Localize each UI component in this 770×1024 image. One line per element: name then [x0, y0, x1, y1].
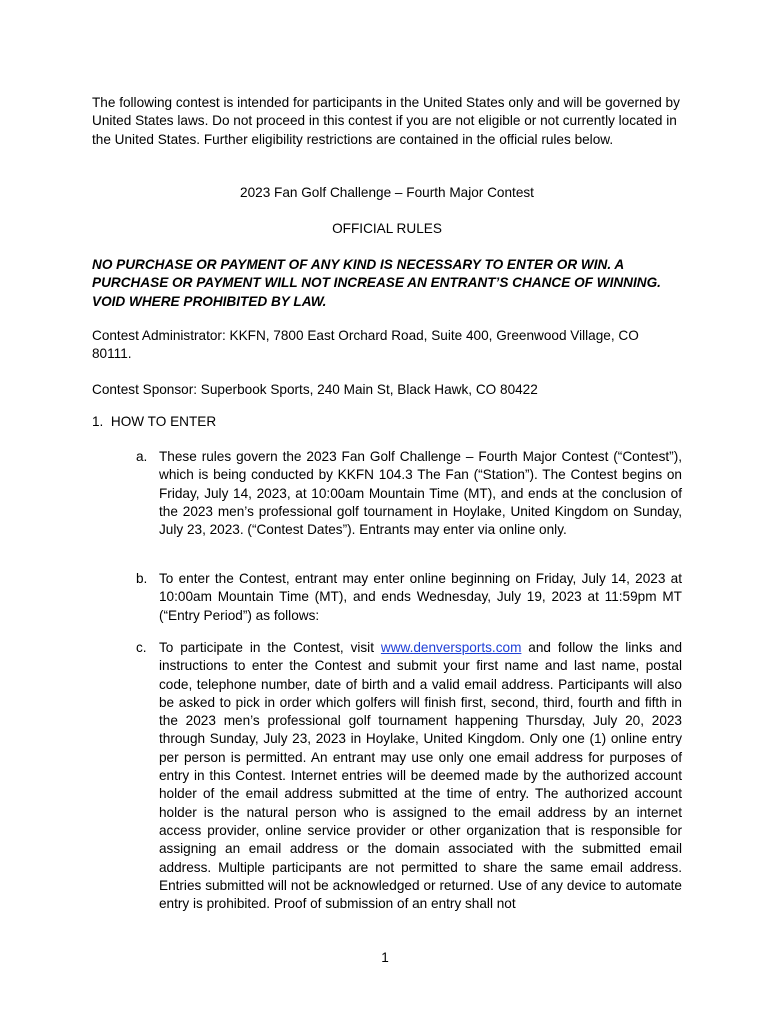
list-item-text: To enter the Contest, entrant may enter online beginning on Friday, July 14, 2023 at 10:00am Mountain Time (MT), and ends Wednesday, July 19, 2023 at 11:59pm MT (“Entry Period”) as follows:: [159, 571, 682, 623]
contest-title: 2023 Fan Golf Challenge – Fourth Major Contest: [240, 185, 534, 200]
list-item-letter: c.: [136, 640, 147, 655]
contest-sponsor: Contest Sponsor: Superbook Sports, 240 Main St, Black Hawk, CO 80422: [92, 382, 538, 397]
list-item-text: [159, 639, 682, 913]
list-item-b: [136, 570, 682, 625]
text-before-link: To participate in the Contest, visit: [159, 640, 381, 655]
list-item-a: [136, 448, 682, 539]
disclaimer: NO PURCHASE OR PAYMENT OF ANY KIND IS NECESSARY TO ENTER OR WIN. A PURCHASE OR PAYMENT WILL NOT INCREASE AN ENTRANT’S CHANCE OF WINNING. VOID WHERE PROHIBITED BY LAW.: [92, 257, 661, 309]
denversports-link[interactable]: www.denversports.com: [380, 640, 522, 655]
page-number: 1: [381, 950, 389, 965]
text-after-link: and follow the links and instructions to enter the Contest and submit your first name and last name, postal code, telephone number, date of birth and a valid email address. Participants will also be asked to pick in order which golfers will finish first, second, third, fourth and fifth in the 2023 men’s professional golf tournament happening Thursday, July 20, 2023 through Sunday, July 23, 2023 in Hoylake, United Kingdom. Only one (1) online entry per person is permitted. An entrant may use only one email address for purposes of entry in this Contest. Internet entries will be deemed made by the authorized account holder of the email address submitted at the time of entry. The authorized account holder is the natural person who is assigned to the email address by an internet access provider, online service provider or other organization that is responsible for assigning an email address or the domain associated with the submitted email address. Multiple participants are not permitted to share the same email address. Entries submitted will not be acknowledged or returned. Use of any device to automate entry is prohibited. Proof of submission of an entry shall not: [159, 640, 683, 912]
official-rules-heading: OFFICIAL RULES: [332, 221, 442, 236]
list-item-letter: a.: [136, 449, 148, 464]
contest-administrator: Contest Administrator: KKFN, 7800 East Orchard Road, Suite 400, Greenwood Village, CO 80111.: [92, 328, 639, 362]
list-item-text: These rules govern the 2023 Fan Golf Challenge – Fourth Major Contest (“Contest”), which is being conducted by KKFN 104.3 The Fan (“Station”). The Contest begins on Friday, July 14, 2023, at 10:00am Mountain Time (MT), and ends at the conclusion of the 2023 men’s professional golf tournament in Hoylake, United Kingdom on Sunday, July 23, 2023. (“Contest Dates”). Entrants may enter via online only.: [159, 449, 682, 538]
section-1-heading: [92, 413, 216, 431]
section-number: 1.: [92, 414, 104, 429]
intro-paragraph: The following contest is intended for participants in the United States only and will be governed by United States laws. Do not proceed in this contest if you are not eligible or not currently located in the United States. Further eligibility restrictions are contained in the official rules below.: [92, 95, 680, 147]
list-item-letter: b.: [136, 571, 148, 586]
section-title: HOW TO ENTER: [110, 414, 217, 429]
list-item-c: [136, 639, 682, 913]
